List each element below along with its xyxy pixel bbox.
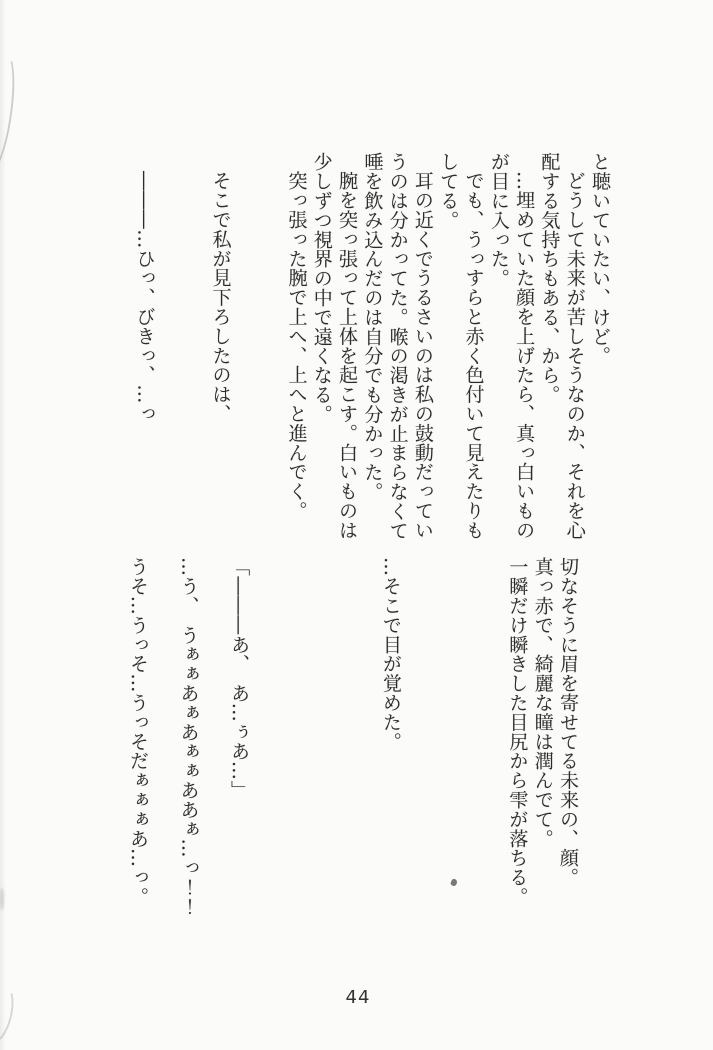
scan-artifact-arc: [0, 983, 19, 1047]
text-column: 「―――あ、 あ…ぅあ…」: [228, 557, 251, 800]
page-number: 44: [345, 987, 371, 1008]
top-text-block: [131, 152, 612, 550]
text-column: 唾を飲み込んだのは自分でも分かった。: [361, 152, 384, 502]
text-column: そこで私が見下ろしたのは、: [209, 171, 232, 424]
bottom-text-block: [124, 557, 580, 957]
text-column: と聴いていたい、けど。: [589, 152, 611, 366]
text-column: 配する気持ちもある、から。: [538, 152, 561, 405]
text-column: 少しずつ視界の中で遠くなる。: [310, 152, 333, 424]
text-column: 腕を突っ張って上体を起こす。白いものは: [336, 171, 359, 540]
text-column: 耳の近くでうるさいのは私の鼓動だってい: [411, 171, 434, 540]
text-column: 切なそうに眉を寄せてる未来の、顔。: [557, 557, 579, 887]
text-column: でも、うっすらと赤く色付いて見えたりも: [462, 171, 485, 540]
scan-artifact-arc: [0, 51, 20, 176]
text-column: してる。: [437, 152, 460, 230]
text-column: うのは分かってた。喉の渇きが止まらなくて: [386, 152, 409, 540]
text-column: …そこで目が覚めた。: [379, 557, 402, 751]
text-column: どうして未来が苦しそうなのか、それを心: [563, 171, 586, 540]
text-column: が目に入った。: [487, 152, 510, 288]
text-column: 突っ張った腕で上へ、上へと進んでく。: [285, 171, 308, 521]
scan-artifact-smudge: [0, 888, 4, 910]
text-column: うそ…うっそ…うっそだぁぁぁあ…っ。: [126, 557, 149, 907]
text-column: ―――…ひっ、びきっ、…っ: [133, 171, 156, 424]
text-column: 真っ赤で、綺麗な瞳は潤んでて。: [531, 557, 554, 848]
text-column: …埋めていた顔を上げたら、真っ白いもの: [513, 171, 536, 540]
text-column: 一瞬だけ瞬きした目尻から雫が落ちる。: [506, 557, 529, 907]
text-column: …う、 うぁぁあぁあぁぁああぁ…っ！！: [177, 557, 200, 917]
